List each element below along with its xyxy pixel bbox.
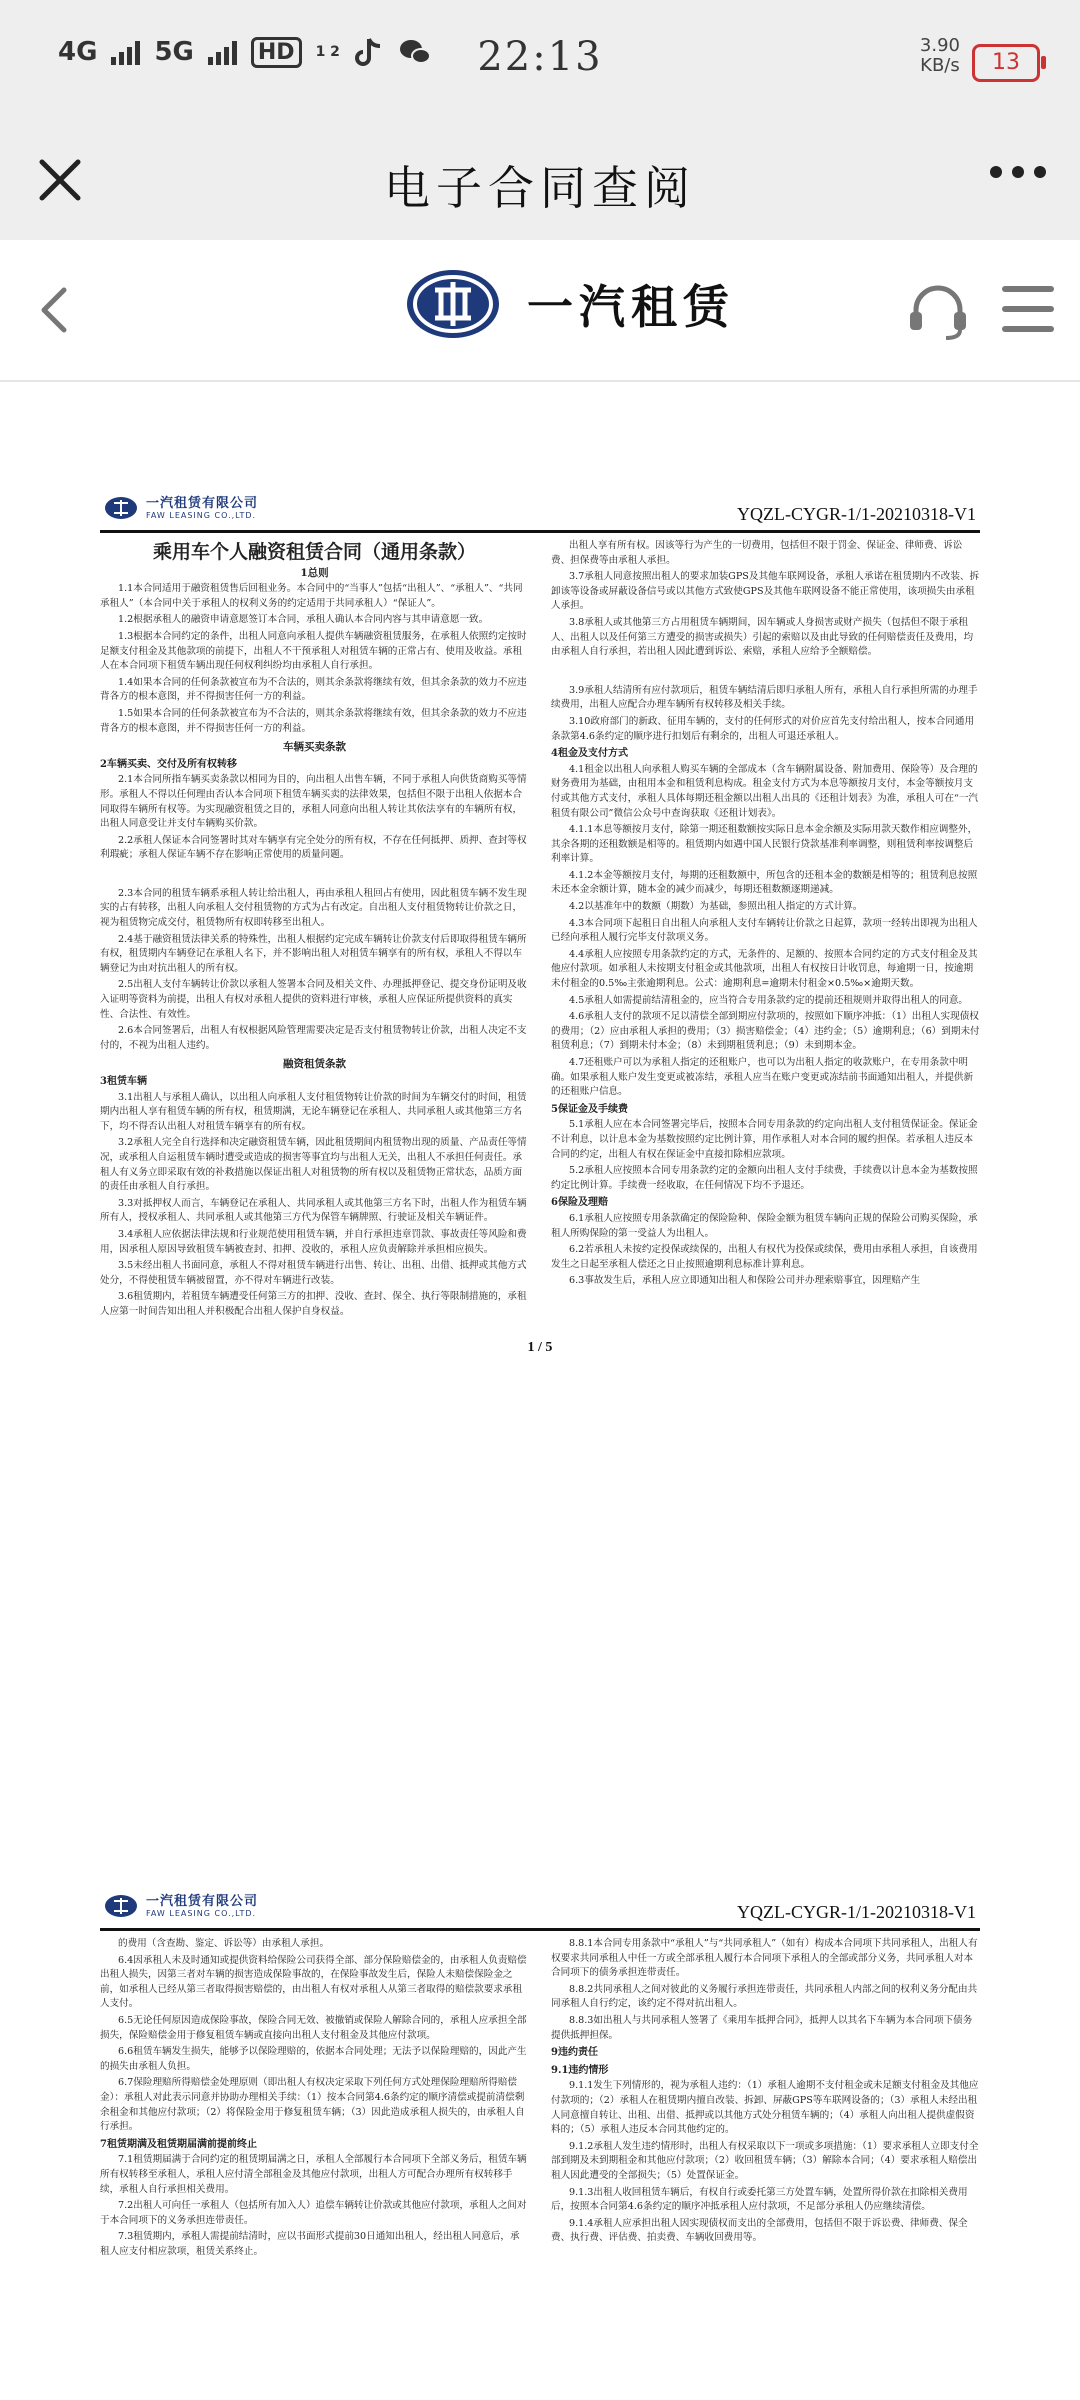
document-code: YQZL-CYGR-1/1-20210318-V1 xyxy=(737,504,976,524)
status-bar xyxy=(0,0,1080,120)
clause-paragraph: 4.1租金以出租人向承租人购买车辆的全部成本（含车辆附属设备、附加费用、保险等）及合理的财务费用为基础，由租用本金和租赁利息构成。租金支付方式为本息等额按月支付，本金等额按月支付或其他方式支付，承租人具体每期还租金额以出租人出具的《还租计划表》为准，承租人可在“一汽租赁有限公司”微信公众号中查询获取《还租计划表》。 xyxy=(551,763,979,819)
company-name-cn: 一汽租赁有限公司 xyxy=(146,495,259,511)
clause-paragraph: 1.1本合同适用于融资租赁售后回租业务。本合同中的“当事人”包括“出租人”、“承租人”、“共同承租人”（本合同中关于承租人的权利义务的约定适用于共同承租人）“保证人”。 xyxy=(100,583,523,609)
page-header xyxy=(100,1890,980,1931)
subsection-heading: 2车辆买卖、交付及所有权转移 xyxy=(100,758,237,770)
paragraph-gap xyxy=(551,662,980,684)
paragraph-gap xyxy=(100,865,529,887)
more-button[interactable] xyxy=(990,166,1046,178)
page-right-column xyxy=(551,539,980,1322)
clause-paragraph: 4.4承租人应按照专用条款约定的方式，无条件的、足额的、按照本合同约定的方式支付租金及其他应付款项。如承租人未按期支付租金或其他款项，出租人有权按日计收罚息，每逾期一日，按逾期未付租金的0.5‰主张逾期利息。公式：逾期利息=逾期未付租金×0.5‰×逾期天数。 xyxy=(551,948,978,990)
headset-icon xyxy=(906,284,970,340)
clause-paragraph: 7.3租赁期内，承租人需提前结清时，应以书面形式提前30日通知出租人，经出租人同意后，承租人应支付相应款项，租赁关系终止。 xyxy=(100,2231,520,2257)
clause-paragraph: 6.3事故发生后，承租人应立即通知出租人和保险公司并办理索赔事宜，因理赔产生 xyxy=(569,1275,921,1287)
clause-paragraph: 5.2承租人应按照本合同专用条款约定的金额向出租人支付手续费，手续费以计息本金为基数按照约定比例计算。手续费一经收取，在任何情况下均不予退还。 xyxy=(551,1165,978,1191)
clause-paragraph: 6.6租赁车辆发生损失，能够予以保险理赔的，依据本合同处理；无法予以保险理赔的，因此产生的损失由承租人负担。 xyxy=(100,2046,527,2072)
menu-button[interactable] xyxy=(1002,286,1054,334)
clause-paragraph: 9.1.4承租人应承担出租人因实现债权而支出的全部费用，包括但不限于诉讼费、律师费、保全费、执行费、评估费、拍卖费、车辆收回费用等。 xyxy=(551,2217,968,2244)
hd-label: HD xyxy=(257,39,295,65)
clause-paragraph: 4.6承租人支付的款项不足以清偿全部到期应付款项的，按照如下顺序冲抵：（1）出租人实现债权的费用；（2）应由承租人承担的费用；（3）损害赔偿金；（4）违约金；（5）逾期利息；（6）到期未付租赁利息；（7）到期未付本金；（8）未到期租赁利息；（9）未到期本金。 xyxy=(551,1011,980,1052)
document-code: YQZL-CYGR-1/1-20210318-V1 xyxy=(737,1902,976,1922)
section-heading: 融资租赁条款 xyxy=(283,1058,346,1071)
battery-icon xyxy=(972,44,1040,82)
clause-paragraph: 3.7承租人同意按照出租人的要求加装GPS及其他车联网设备，承租人承诺在租赁期内不改装、拆卸该等设备或屏蔽设备信号或以其他方式致使GPS及其他车联网设备不能正常使用，该项损失由承租人承担。 xyxy=(551,571,980,612)
clause-paragraph: 3.10政府部门的新政、征用车辆的，支付的任何形式的对价应首先支付给出租人，按本合同通用条款第4.6条约定的顺序进行扣划后有剩余的，出租人可退还承租人。 xyxy=(551,715,975,742)
status-time: 22:13 xyxy=(477,34,603,80)
clause-paragraph: 9.1.1发生下列情形的，视为承租人违约：（1）承租人逾期不支付租金或未足额支付租金及其他应付款项的；（2）承租人在租赁期内擅自改装、拆卸、屏蔽GPS等车联网设备的；（3）承租人未经出租人同意擅自转让、出租、出借、抵押或以其他方式处分租赁车辆的；（4）承租人向出租人提供虚假资料的；（5）承租人违反本合同其他约定的。 xyxy=(551,2080,979,2136)
brand-logo xyxy=(405,268,735,340)
clause-paragraph: 5.1承租人应在本合同签署完毕后，按照本合同专用条款的约定向出租人支付租赁保证金。保证金不计利息，以计息本金为基数按照约定比例计算，用作承租人对本合同的履约担保。若承租人违反本合同的约定，出租人有权在保证金中直接扣除相应款项。 xyxy=(551,1119,978,1160)
document-viewer[interactable] xyxy=(0,382,1080,2400)
page-right-column xyxy=(551,1937,980,2261)
document-page-2 xyxy=(100,1890,980,2261)
clause-paragraph: 8.8.2共同承租人之间对彼此的义务履行承担连带责任，共同承租人内部之间的权利义务分配由共同承租人自行约定，该约定不得对抗出租人。 xyxy=(551,1983,978,2010)
company-name-en: FAW LEASING CO.,LTD. xyxy=(146,1908,257,1918)
clause-paragraph: 6.5无论任何原因造成保险事故，保险合同无效、被撤销或保险人解除合同的，承租人应承担全部损失，保险赔偿金用于修复租赁车辆或直接向出租人支付租金及其他应付款项。 xyxy=(100,2014,527,2041)
clause-paragraph: 3.3对抵押权人而言，车辆登记在承租人、共同承租人或其他第三方名下时，出租人作为租赁车辆所有人，授权承租人、共同承租人或其他第三方代为保管车辆牌照、行驶证及相关车辆证件。 xyxy=(100,1197,527,1224)
more-dot-icon xyxy=(1012,166,1024,178)
subsection-heading: 3租赁车辆 xyxy=(100,1076,147,1087)
company-logo xyxy=(104,1894,258,1918)
faw-logo-icon xyxy=(405,268,501,340)
clause-paragraph: 7.2出租人可向任一承租人（包括所有加入人）追偿车辆转让价款或其他应付款项，承租人之间对于本合同项下的义务承担连带责任。 xyxy=(100,2200,527,2226)
page-left-column xyxy=(100,1937,529,2261)
clause-paragraph: 2.1本合同所指车辆买卖条款以相同为目的，向出租人出售车辆，不同于承租人向供货商购买等情形。承租人不得以任何理由否认本合同项下租赁车辆买卖的法律效果，包括但不限于出租人依据本合同取得车辆所有权等。为实现融资租赁之目的，承租人同意向出租人转让其依法享有的车辆所有权，出租人同意受让并支付车辆购买价款。 xyxy=(100,774,527,830)
clause-paragraph: 3.6租赁期内，若租赁车辆遭受任何第三方的扣押、没收、查封、保全、执行等限制措施的，承租人应第一时间告知出租人并积极配合出租人保护自身权益。 xyxy=(100,1291,527,1317)
clause-paragraph: 4.1.1本息等额按月支付，除第一期还租数额按实际日息本金余额及实际用款天数作相应调整外，其余各期的还租数额是相等的。租赁期内如遇中国人民银行贷款基准利率调整，则租赁利率按调整后利率计算。 xyxy=(551,824,978,865)
brand-name: 一汽租赁 xyxy=(527,280,735,334)
clause-paragraph: 3.8承租人或其他第三方占用租赁车辆期间，因车辆或人身损害或财产损失（包括但不限于承租人、出租人以及任何第三方遭受的损害或损失）引起的索赔以及由此导致的任何赔偿责任及费用，均由承租人自行承担，若出租人因此遭到诉讼、索赔，承租人应给予全额赔偿。 xyxy=(551,616,974,658)
site-header xyxy=(0,240,1080,382)
clause-paragraph: 1.5如果本合同的任何条款被宣布为不合法的，则其余条款将继续有效，但其余条款的效力不应违背各方的根本意图，并不得损害任何一方的利益。 xyxy=(100,707,527,734)
clause-paragraph: 1.3根据本合同约定的条件，出租人同意向承租人提供车辆融资租赁服务，在承租人依照约定按时足额支付租金及其他款项的前提下，出租人不干预承租人对租赁车辆的正常占有、使用及收益。承租人在本合同项下租赁车辆出现任何权利纠纷均由承租人自行承担。 xyxy=(100,630,527,672)
section-heading: 1总则 xyxy=(300,566,329,579)
clause-paragraph: 9.1.3出租人收回租赁车辆后，有权自行或委托第三方处置车辆，处置所得价款在扣除相关费用后，按照本合同第4.6条约定的顺序冲抵承租人应付款项，不足部分承租人仍应继续清偿。 xyxy=(551,2186,968,2213)
network-5g-label: 5G xyxy=(154,37,194,67)
network-4g-label: 4G xyxy=(58,37,98,67)
page-columns xyxy=(100,539,980,1322)
clause-paragraph: 2.6本合同签署后，出租人有权根据风险管理需要决定是否支付租赁物转让价款，出租人决定不支付的，不视为出租人违约。 xyxy=(100,1025,527,1051)
subsection-heading: 6保险及理赔 xyxy=(551,1197,608,1209)
company-name-cn: 一汽租赁有限公司 xyxy=(146,1893,259,1909)
clause-paragraph: 2.5出租人支付车辆转让价款以承租人签署本合同及相关文件、办理抵押登记、提交身份证明及收入证明等资料为前提，出租人有权对承租人提供的资料进行审核，承租人应保证所提供资料的真实性、合法性、有效性。 xyxy=(100,979,527,1020)
more-dot-icon xyxy=(990,166,1002,178)
company-logo xyxy=(104,496,258,520)
clause-paragraph: 3.5未经出租人书面同意，承租人不得对租赁车辆进行出售、转让、出租、出借、抵押或其他方式处分，不得使租赁车辆被留置，亦不得对车辆进行改装。 xyxy=(100,1260,527,1286)
customer-service-button[interactable] xyxy=(906,284,970,340)
page-title: 电子合同查阅 xyxy=(384,161,696,215)
subsection-heading: 9.1违约情形 xyxy=(551,2064,609,2076)
network-speed xyxy=(920,36,960,76)
clause-paragraph: 9.1.2承租人发生违约情形时，出租人有权采取以下一项或多项措施：（1）要求承租人立即支付全部到期及未到期租金和其他应付款项；（2）收回租赁车辆；（3）解除本合同；（4）要求承租人赔偿出租人因此遭受的全部损失；（5）处置保证金。 xyxy=(551,2140,979,2181)
speed-value: 3.90 xyxy=(919,35,960,56)
battery-level: 13 xyxy=(992,50,1020,75)
section-heading: 车辆买卖条款 xyxy=(283,741,346,754)
clause-paragraph: 6.4因承租人未及时通知或提供资料给保险公司获得全部、部分保险赔偿金的，由承租人负责赔偿出租人损失，因第三者对车辆的损害造成保险事故的，在保险事故发生后，保险人未赔偿保险金之前，如承租人已经从第三者取得损害赔偿的，由出租人有权对承租人从第三者取得的赔偿款要求承租人支付。 xyxy=(100,1954,527,2010)
clause-paragraph: 4.2以基准年中的数额（期数）为基础，参照出租人指定的方式计算。 xyxy=(569,901,863,913)
clause-paragraph: 4.7还租账户可以为承租人指定的还租账户，也可以为出租人指定的收款账户，在专用条款中明确。如果承租人账户发生变更或被冻结，承租人应当在账户变更或冻结前书面通知出租人，并提供新的还租账户信息。 xyxy=(551,1057,974,1098)
subsection-heading: 9违约责任 xyxy=(551,2047,598,2059)
clause-paragraph: 2.4基于融资租赁法律关系的特殊性，出租人根据约定完成车辆转让价款支付后即取得租赁车辆所有权，租赁期内车辆登记在承租人名下，并不影响出租人对租赁车辆享有的所有权，承租人不得以车辆登记为由对抗出租人的所有权。 xyxy=(100,933,527,974)
clause-paragraph: 4.5承租人如需提前结清租金的，应当符合专用条款约定的提前还租规则并取得出租人的同意。 xyxy=(569,994,969,1006)
page-header xyxy=(100,492,980,533)
company-name-en: FAW LEASING CO.,LTD. xyxy=(146,510,257,520)
clause-paragraph: 出租人享有所有权。因该等行为产生的一切费用，包括但不限于罚金、保证金、律师费、诉讼费、担保费等由承租人承担。 xyxy=(551,540,963,566)
hd-sub: 1 2 xyxy=(315,44,340,60)
menu-icon xyxy=(1002,286,1054,292)
subsection-heading: 7租赁期满及租赁期届满前提前终止 xyxy=(100,2138,257,2150)
clause-paragraph: 4.1.2本金等额按月支付，每期的还租数额中，所包含的还租本金的数额是相等的；租赁利息按照未还本金余额计算，随本金的减少而减少，每期还租数额逐期递减。 xyxy=(551,869,978,896)
page-columns xyxy=(100,1937,980,2261)
more-dot-icon xyxy=(1034,166,1046,178)
clause-paragraph: 3.9承租人结清所有应付款项后，租赁车辆结清后即归承租人所有，承租人自行承担所需的办理手续费用，出租人应配合办理车辆所有权转移及相关手续。 xyxy=(551,684,978,711)
clause-paragraph: 4.3本合同项下起租日自出租人向承租人支付车辆转让价款之日起算，款项一经转出即视为出租人已经向承租人履行完毕支付款项义务。 xyxy=(551,917,978,944)
page-number: 1 / 5 xyxy=(527,1339,553,1355)
faw-small-logo-icon xyxy=(104,1894,138,1918)
document-page-1 xyxy=(100,492,980,1356)
subsection-heading: 5保证金及手续费 xyxy=(551,1103,628,1115)
page-left-column xyxy=(100,539,529,1322)
title-bar xyxy=(0,120,1080,240)
clause-paragraph: 7.1租赁期届满于合同约定的租赁期届满之日，承租人全部履行本合同项下全部义务后，租赁车辆所有权转移至承租人，承租人应付清全部租金及其他应付款项，出租人方可配合办理所有权转移手续，承租人自行承担相关费用。 xyxy=(100,2154,527,2195)
subsection-heading: 4租金及支付方式 xyxy=(551,748,628,760)
clause-paragraph: 6.2若承租人未按约定投保或续保的，出租人有权代为投保或续保，费用由承租人承担，自该费用发生之日起至承租人偿还之日止按照逾期利息标准计算利息。 xyxy=(551,1244,978,1270)
clause-paragraph: 8.8.3如出租人与共同承租人签署了《乘用车抵押合同》，抵押人以其名下车辆为本合同项下债务提供抵押担保。 xyxy=(551,2014,973,2041)
clause-paragraph: 3.2承租人完全自行选择和决定融资租赁车辆，因此租赁期间内租赁物出现的质量、产品责任等情况，或承租人自运租赁车辆时遭受或造成的损害等事宜均与出租人无关，出租人不承担任何责任。承租人有义务立即采取有效的补救措施以保证出租人对租赁物的所有权以及租赁物正常状态，品质方面的责任由承租人自行承担。 xyxy=(100,1137,527,1193)
clause-paragraph: 3.4承租人应依据法律法规和行业规范使用租赁车辆，并自行承担违章罚款、事故责任等风险和费用，因承租人原因导致租赁车辆被查封、扣押、没收的，承租人应负责解除并承担相应损失。 xyxy=(100,1228,527,1255)
document-title: 乘用车个人融资租赁合同（通用条款） xyxy=(152,541,476,563)
clause-paragraph: 2.2承租人保证本合同签署时其对车辆享有完全处分的所有权，不存在任何抵押、质押、查封等权利瑕疵；承租人保证车辆不存在影响正常使用的质量问题。 xyxy=(100,834,527,861)
clause-paragraph: 8.8.1本合同专用条款中“承租人”与“共同承租人”（如有）构成本合同项下共同承租人，出租人有权要求共同承租人中任一方或全部承租人履行本合同项下承租人的全部或部分义务，共同承租人对本合同项下的债务承担连带责任。 xyxy=(551,1938,978,1979)
speed-unit: KB/s xyxy=(920,55,960,76)
clause-paragraph: 6.7保险理赔所得赔偿金处理原则（即出租人有权决定采取下列任何方式处理保险理赔所得赔偿金）：承租人对此表示同意并协助办理相关手续：（1）按本合同第4.6条约定的顺序清偿或提前清偿剩余租金和其他应付款项；（2）将保险金用于修复租赁车辆；（3）因此造成承租人损失的，由承租人自行承担。 xyxy=(100,2077,525,2133)
clause-paragraph: 3.1出租人与承租人确认，以出租人向承租人支付租赁物转让价款的时间为车辆交付的时间，租赁期内出租人享有租赁车辆的所有权，租赁期满，无论车辆登记在承租人、共同承租人或其他第三方名下，均不得否认出租人对租赁车辆享有的所有权。 xyxy=(100,1091,527,1132)
chevron-left-icon xyxy=(34,280,74,340)
faw-small-logo-icon xyxy=(104,496,138,520)
clause-paragraph: 6.1承租人应按照专用条款确定的保险险种、保险金额为租赁车辆向正规的保险公司购买保险，承租人所购保险的第一受益人为出租人。 xyxy=(551,1212,978,1239)
clause-paragraph: 1.4如果本合同的任何条款被宣布为不合法的，则其余条款将继续有效，但其余条款的效力不应违背各方的根本意图，并不得损害任何一方的利益。 xyxy=(100,676,527,703)
clause-paragraph: 2.3本合同的租赁车辆系承租人转让给出租人，再由承租人租回占有使用，因此租赁车辆不发生现实的占有转移，出租人向承租人交付租赁物的方式为占有改定。自出租人支付租赁物转让价款之日，视为租赁物完成交付，租赁物所有权即转移至出租人。 xyxy=(100,887,527,929)
back-button[interactable] xyxy=(34,280,74,340)
clause-paragraph: 1.2根据承租人的融资申请意愿签订本合同，承租人确认本合同内容与其申请意愿一致。 xyxy=(118,614,489,626)
clause-paragraph: 的费用（含查勘、鉴定、诉讼等）由承租人承担。 xyxy=(118,1938,330,1949)
